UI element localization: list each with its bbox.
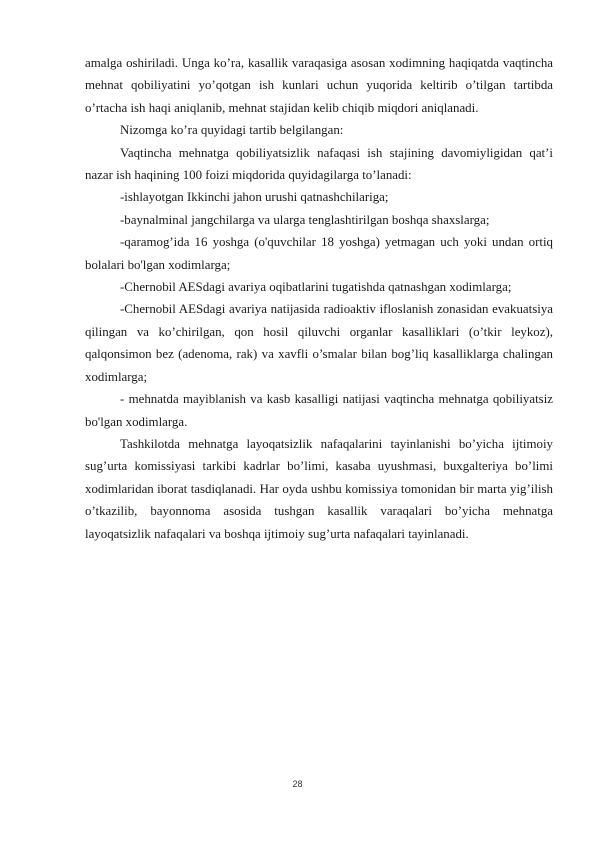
paragraph-nafaqa-100: Vaqtincha mehnatga qobiliyatsizlik nafaqasi ish stajining davomiyligidan qat’i nazar ish haqining 100 foizi miqdorida quyidagilarga to’lanadi: bbox=[85, 145, 553, 183]
paragraph-commission: Tashkilotda mehnatga layoqatsizlik nafaqalarini tayinlanishi bo’yicha ijtimoiy sug’urta komissiyasi tarkibi kadrlar bo’limi, kasaba uyushmasi, buxgalteriya bo’limi xodimlaridan iborat tasdiqlanadi. Har oyda ushbu komissiya tomonidan bir marta yig’ilish o’tkazilib, bayonnoma asosida tushgan kasallik varaqalari bo’yicha mehnatga layoqatsizlik nafaqalari va boshqa ijtimoiy sug’urta nafaqalari tayinlanadi. bbox=[85, 436, 553, 541]
paragraph-continuation: amalga oshiriladi. Unga ko’ra, kasallik varaqasiga asosan xodimning haqiqatda vaqtincha mehnat qobiliyatini yo’qotgan ish kunlari uchun yuqorida keltirib o’tilgan tartibda o’rtacha ish haqi aniqlanib, mehnat stajidan kelib chiqib miqdori aniqlanadi. bbox=[85, 56, 553, 115]
list-item-chernobil-liquidators: -Chernobil AESdagi avariya oqibatlarini tugatishda qatnashgan xodimlarga; bbox=[120, 280, 512, 295]
list-item-chernobil-evacuees: -Chernobil AESdagi avariya natijasida radioaktiv ifloslanish zonasidan evakuatsiya qilingan va ko’chirilgan, qon hosil qiluvchi organlar kasalliklari (o’tkir leykoz), qalqonsimon bez (adenoma, rak) va xavfli o’smalar bilan bog’liq kasalliklarga chalingan xodimlarga; bbox=[85, 302, 553, 384]
list-item-war-participants: -ishlayotgan Ikkinchi jahon urushi qatnashchilariga; bbox=[120, 190, 389, 205]
list-item-three-children: -qaramog’ida 16 yoshga (o'quvchilar 18 yoshga) yetmagan uch yoki undan ortiq bolalari bo'lgan xodimlarga; bbox=[85, 235, 553, 272]
page-number: 28 bbox=[292, 779, 303, 789]
list-item-work-injury: - mehnatda mayiblanish va kasb kasalligi natijasi vaqtincha mehnatga qobiliyatsiz bo'lgan xodimlarga. bbox=[85, 392, 553, 429]
list-item-internationalist-soldiers: -baynalminal jangchilarga va ularga tenglashtirilgan boshqa shaxslarga; bbox=[120, 212, 490, 227]
document-body bbox=[85, 52, 553, 545]
paragraph-nizom-intro: Nizomga ko’ra quyidagi tartib belgilangan: bbox=[120, 123, 344, 138]
